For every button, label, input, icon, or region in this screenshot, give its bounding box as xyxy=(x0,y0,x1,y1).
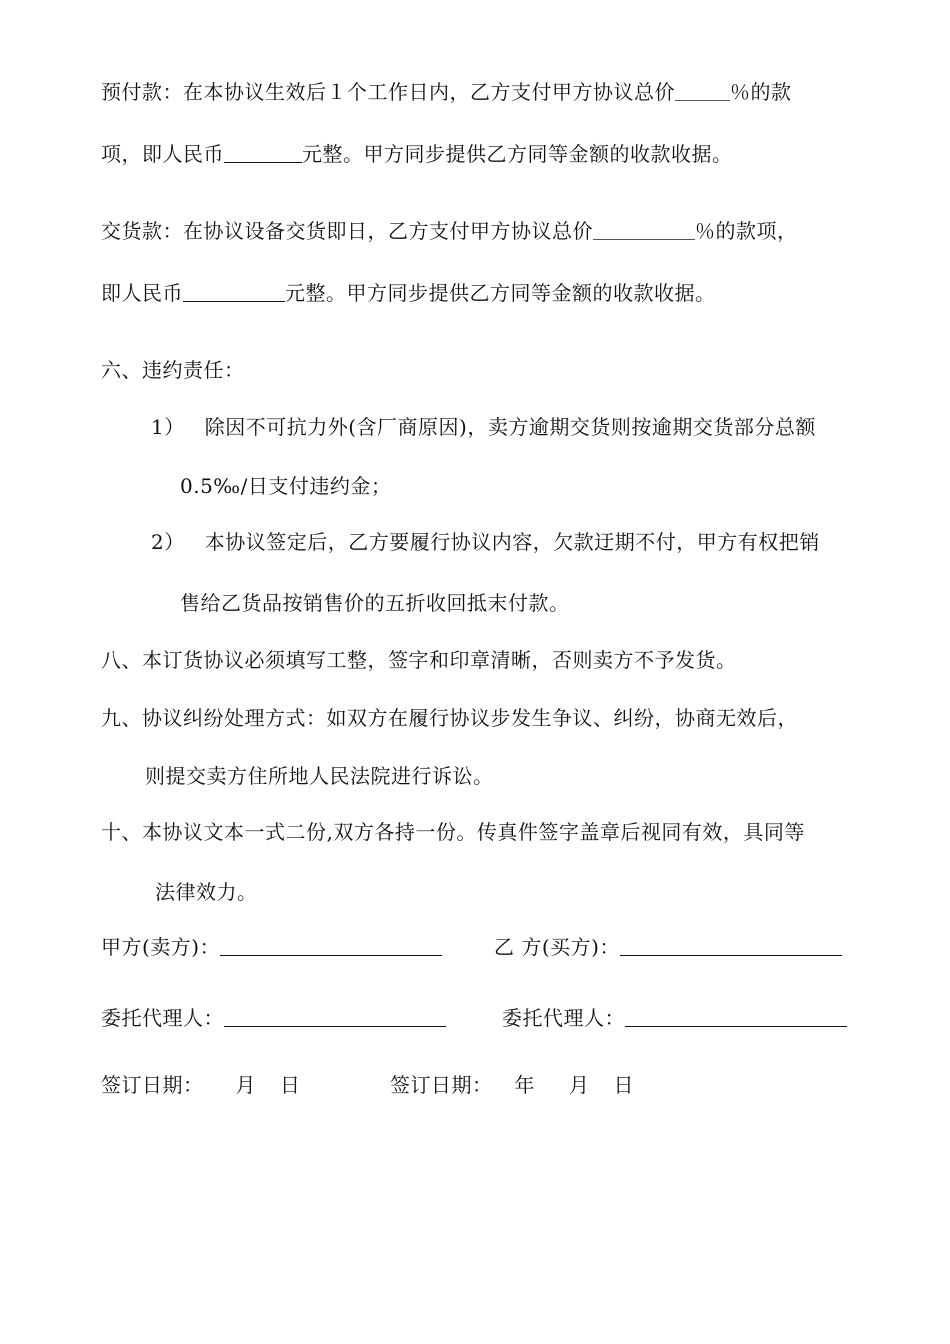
agent-b-signature-blank[interactable] xyxy=(625,1006,847,1027)
prepay-text-2a: 项，即人民币 xyxy=(101,142,224,166)
breach-item-1 xyxy=(151,413,816,441)
date-b-row xyxy=(390,1071,634,1099)
breach-item-2-cont: 售给乙货品按销售价的五折收回抵末付款。 xyxy=(180,591,570,615)
clause-nine-line-1: 九、协议纠纷处理方式：如双方在履行协议步发生争议、纠纷，协商无效后， xyxy=(101,706,798,730)
breach-item-1-number: 1） xyxy=(151,415,185,439)
date-b-day: 日 xyxy=(613,1073,634,1097)
date-b-label: 签订日期： xyxy=(390,1073,493,1097)
prepay-text-1b: ％的款 xyxy=(730,80,792,104)
party-a-row xyxy=(101,933,442,961)
date-b-year: 年 xyxy=(514,1073,535,1097)
agent-b-label: 委托代理人： xyxy=(502,1006,625,1030)
prepay-text-2b: 元整。甲方同步提供乙方同等金额的收款收据。 xyxy=(302,142,733,166)
prepay-percent-blank[interactable] xyxy=(675,80,730,101)
party-b-label: 乙 方(买方)： xyxy=(494,935,620,959)
delivery-percent-blank[interactable] xyxy=(593,219,695,240)
agent-a-signature-blank[interactable] xyxy=(224,1006,446,1027)
party-b-row xyxy=(494,933,842,961)
delivery-text-1a: 交货款：在协议设备交货即日，乙方支付甲方协议总价 xyxy=(101,219,593,243)
prepay-line-1 xyxy=(101,78,792,106)
prepay-amount-blank[interactable] xyxy=(224,142,302,163)
prepay-text-1a: 预付款：在本协议生效后１个工作日内，乙方支付甲方协议总价 xyxy=(101,80,675,104)
date-a-label: 签订日期： xyxy=(101,1073,204,1097)
clause-nine-line-2: 则提交卖方住所地人民法院进行诉讼。 xyxy=(145,764,494,788)
delivery-amount-blank[interactable] xyxy=(183,281,285,302)
breach-item-1-text: 除因不可抗力外(含厂商原因)，卖方逾期交货则按逾期交货部分总额 xyxy=(204,415,816,439)
delivery-line-1 xyxy=(101,217,798,245)
delivery-text-2b: 元整。甲方同步提供乙方同等金额的收款收据。 xyxy=(285,281,716,305)
delivery-line-2 xyxy=(101,279,716,307)
breach-heading: 六、违约责任： xyxy=(101,358,245,382)
breach-item-2-number: 2） xyxy=(151,530,185,554)
party-a-label: 甲方(卖方)： xyxy=(101,935,221,959)
clause-ten-line-1: 十、本协议文本一式二份,双方各持一份。传真件签字盖章后视同有效，具同等 xyxy=(101,820,805,844)
delivery-text-1b: ％的款项， xyxy=(695,219,798,243)
breach-item-1-cont: 0.5‰/日支付违约金； xyxy=(180,474,392,498)
breach-item-2-text: 本协议签定后，乙方要履行协议内容，欠款迂期不付，甲方有权把销 xyxy=(204,530,820,554)
agent-b-row xyxy=(502,1004,847,1032)
breach-item-2 xyxy=(151,528,820,556)
clause-ten-line-2: 法律效力。 xyxy=(155,880,258,904)
date-a-row xyxy=(101,1071,301,1099)
agent-a-row xyxy=(101,1004,446,1032)
clause-eight: 八、本订货协议必须填写工整，签字和印章清晰，否则卖方不予发货。 xyxy=(101,648,737,672)
prepay-line-2 xyxy=(101,140,733,168)
date-b-month: 月 xyxy=(569,1073,590,1097)
party-a-signature-blank[interactable] xyxy=(220,935,442,956)
party-b-signature-blank[interactable] xyxy=(620,935,842,956)
date-a-day: 日 xyxy=(280,1073,301,1097)
agent-a-label: 委托代理人： xyxy=(101,1006,224,1030)
delivery-text-2a: 即人民币 xyxy=(101,281,183,305)
date-a-month: 月 xyxy=(235,1073,256,1097)
